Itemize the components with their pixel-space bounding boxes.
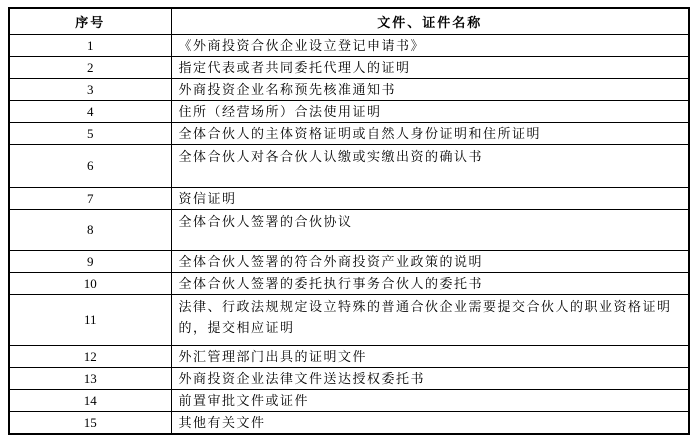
table-row — [9, 188, 689, 210]
row-number-cell: 7 — [9, 188, 171, 210]
table-row — [9, 295, 689, 346]
row-number-cell: 12 — [9, 346, 171, 368]
document-name-cell: 法律、行政法规规定设立特殊的普通合伙企业需要提交合伙人的职业资格证明的，提交相应证明 — [171, 295, 689, 346]
table-row — [9, 57, 689, 79]
document-checklist-table — [8, 7, 690, 435]
row-number-cell: 13 — [9, 368, 171, 390]
table-row — [9, 101, 689, 123]
table-row — [9, 412, 689, 435]
row-number-cell: 6 — [9, 145, 171, 188]
row-number-cell: 4 — [9, 101, 171, 123]
document-name-cell: 全体合伙人签署的符合外商投资产业政策的说明 — [171, 251, 689, 273]
table-row — [9, 35, 689, 57]
table-body — [9, 35, 689, 435]
table-row — [9, 346, 689, 368]
document-name-cell: 住所（经营场所）合法使用证明 — [171, 101, 689, 123]
table-row — [9, 145, 689, 188]
document-name-cell: 《外商投资合伙企业设立登记申请书》 — [171, 35, 689, 57]
table-row — [9, 368, 689, 390]
document-name-cell: 全体合伙人对各合伙人认缴或实缴出资的确认书 — [171, 145, 689, 188]
document-name-cell: 全体合伙人签署的委托执行事务合伙人的委托书 — [171, 273, 689, 295]
row-number-cell: 11 — [9, 295, 171, 346]
document-name-cell: 指定代表或者共同委托代理人的证明 — [171, 57, 689, 79]
document-name-cell: 全体合伙人的主体资格证明或自然人身份证明和住所证明 — [171, 123, 689, 145]
document-name-cell: 外商投资企业法律文件送达授权委托书 — [171, 368, 689, 390]
header-cell-document-name: 文件、证件名称 — [171, 8, 689, 35]
row-number-cell: 2 — [9, 57, 171, 79]
row-number-cell: 5 — [9, 123, 171, 145]
row-number-cell: 15 — [9, 412, 171, 435]
table-row — [9, 251, 689, 273]
row-number-cell: 8 — [9, 210, 171, 251]
document-name-cell: 全体合伙人签署的合伙协议 — [171, 210, 689, 251]
header-row — [9, 8, 689, 35]
table-row — [9, 123, 689, 145]
document-name-cell: 前置审批文件或证件 — [171, 390, 689, 412]
document-name-cell: 资信证明 — [171, 188, 689, 210]
document-name-cell: 外商投资企业名称预先核准通知书 — [171, 79, 689, 101]
table-header — [9, 8, 689, 35]
table-row — [9, 273, 689, 295]
row-number-cell: 3 — [9, 79, 171, 101]
document-name-cell: 外汇管理部门出具的证明文件 — [171, 346, 689, 368]
row-number-cell: 10 — [9, 273, 171, 295]
table-row — [9, 210, 689, 251]
row-number-cell: 14 — [9, 390, 171, 412]
row-number-cell: 1 — [9, 35, 171, 57]
row-number-cell: 9 — [9, 251, 171, 273]
table-row — [9, 390, 689, 412]
document-name-cell: 其他有关文件 — [171, 412, 689, 435]
table-row — [9, 79, 689, 101]
header-cell-serial-number: 序号 — [9, 8, 171, 35]
